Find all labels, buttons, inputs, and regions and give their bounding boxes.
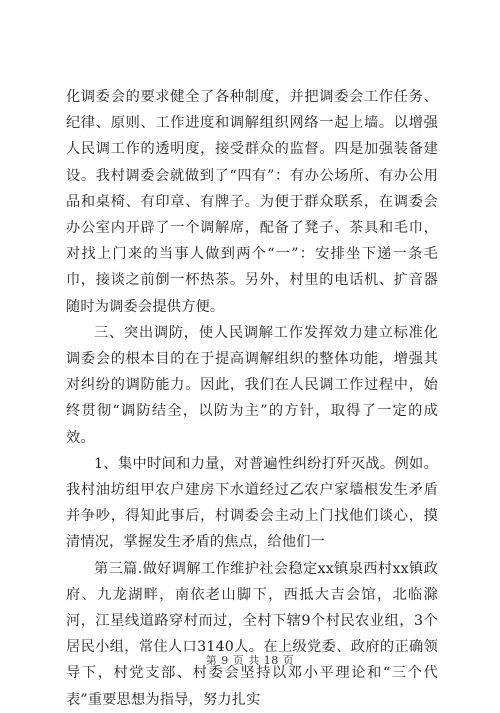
page-footer: 第 9 页 共 18 页	[205, 654, 295, 667]
paragraph-1: 化调委会的要求健全了各种制度，并把调委会工作任务、纪律、原则、工作进度和调解组织网络一起上墙。以增强人民调工作的透明度，接受群众的监督。四是加强装备建设。我村调委会就做到了“四有”：有办公场所、有办公用品和桌椅、有印章、有牌子。为便于群众联系，在调委会办公室内开辟了一个调解席，配备了凳子、茶具和毛巾，对找上门来的当事人做到两个“一”：安排坐下递一条毛巾，接谈之前倒一杯热茶。另外，村里的电话机、扩音器随时为调委会提供方便。	[66, 89, 438, 315]
paragraph-4: 第三篇.做好调解工作维护社会稳定xx镇泉西村xx镇政府、九龙湖畔，南依老山脚下，西抵大吉会馆，北临滁河，江星线道路穿村而过，全村下辖9个村民农业组，3个居民小组，常住人口3140人。在上级党委、政府的正确领导下，村党支部、村委会坚持以邓小平理论和“三个代表”重要思想为指导，努力扎实	[66, 560, 438, 708]
paragraph-2: 三、突出调防，使人民调解工作发挥效力建立标准化调委会的根本目的在于提高调解组织的整体功能，增强其对纠纷的调防能力。因此，我们在人民调工作过程中，始终贯彻“调防结全，以防为主”的方针，取得了一定的成效。	[66, 324, 438, 446]
paragraph-3: 1、集中时间和力量，对普遍性纠纷打歼灭战。例如。我村油坊组甲农户建房下水道经过乙农户家墙根发生矛盾并争吵，得知此事后，村调委会主动上门找他们谈心，摸清情况，掌握发生矛盾的焦点，给他们一	[66, 455, 438, 551]
body-text	[66, 84, 438, 713]
